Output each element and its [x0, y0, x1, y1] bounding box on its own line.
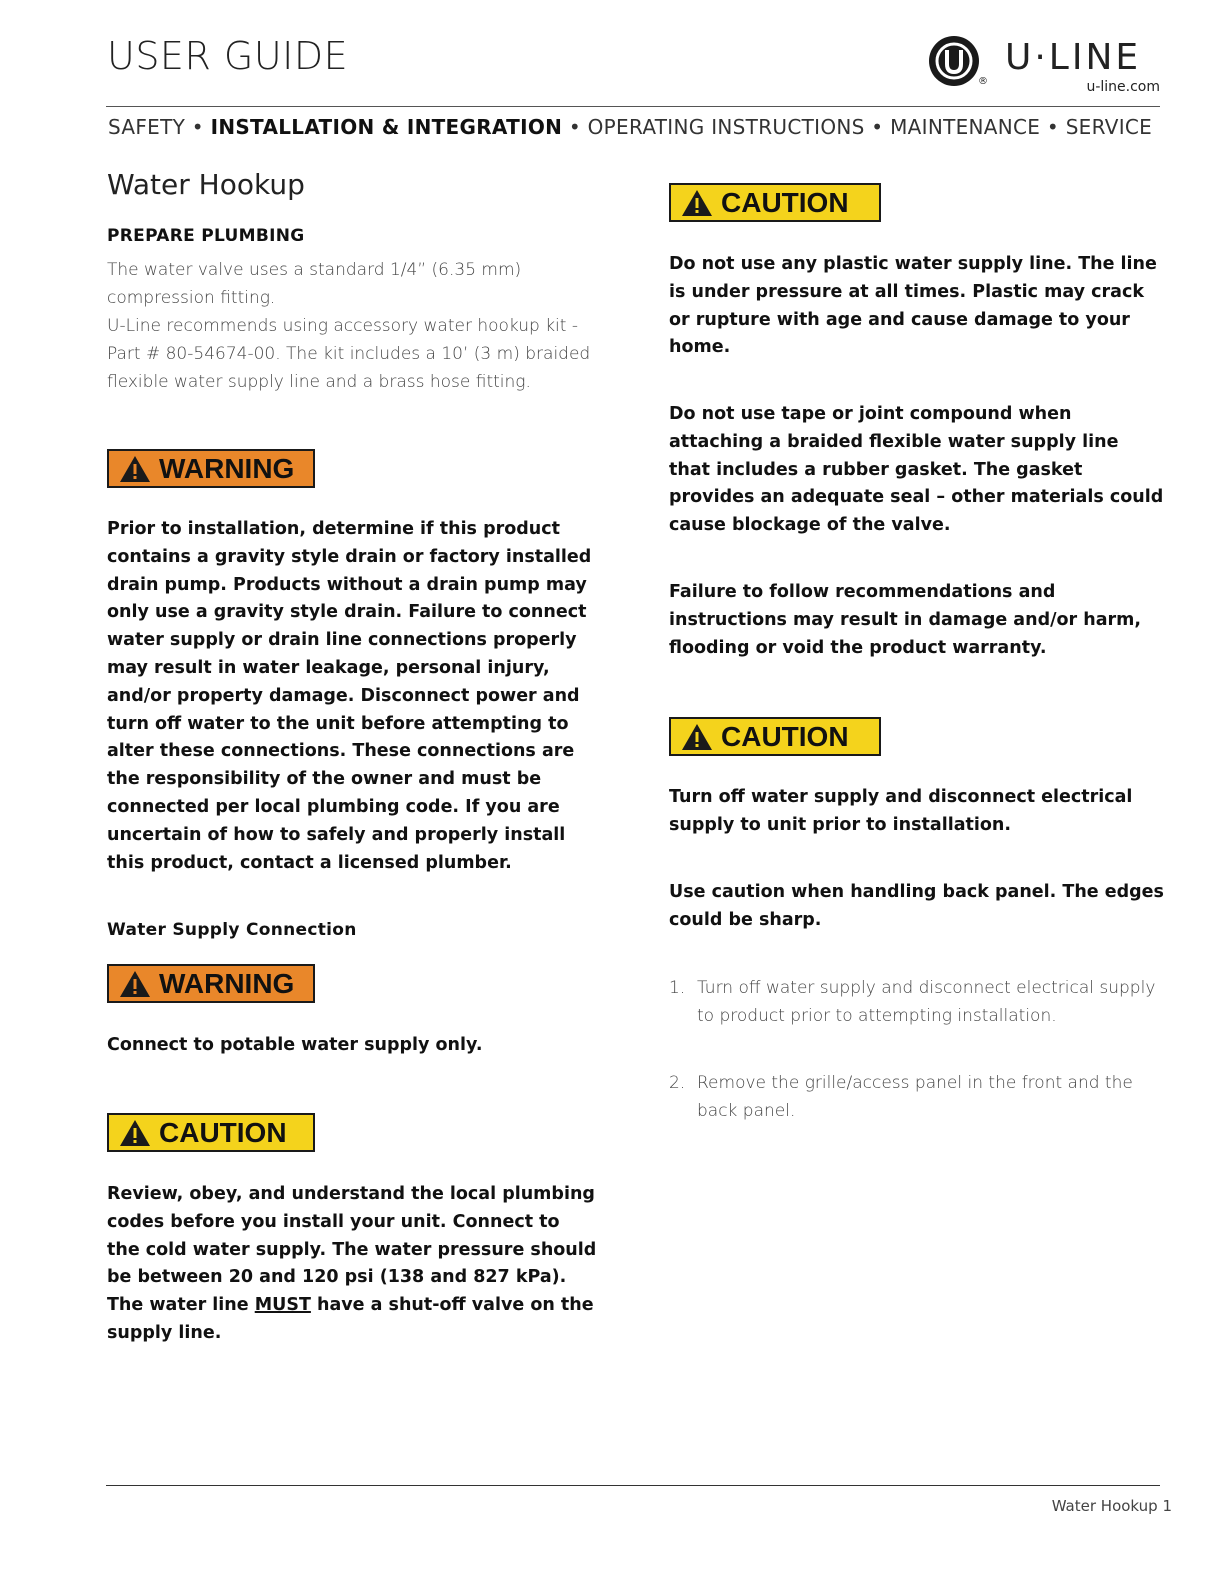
caution-3-para-2: Use caution when handling back panel. The edges could be sharp.	[669, 882, 1164, 930]
footer-divider	[106, 1485, 1160, 1486]
caution-triangle-icon	[681, 189, 713, 217]
step-text: Remove the grille/access panel in the front and the back panel.	[697, 1073, 1133, 1121]
nav-separator: •	[1046, 115, 1060, 139]
brand-url: u-line.com	[1086, 79, 1160, 95]
warning-triangle-icon	[119, 455, 151, 483]
list-item	[669, 974, 1164, 1034]
caution-badge	[107, 1113, 315, 1152]
warning-badge	[107, 449, 315, 488]
section-nav	[108, 115, 1168, 139]
step-number: 1.	[669, 978, 686, 998]
caution-3-para-1: Turn off water supply and disconnect electrical supply to unit prior to installation.	[669, 787, 1133, 835]
brand-wordmark: U·LINE	[1005, 37, 1142, 78]
nav-separator: •	[568, 115, 581, 139]
nav-item-operating[interactable]: OPERATING INSTRUCTIONS	[587, 115, 865, 139]
caution-badge	[669, 183, 881, 222]
caution-triangle-icon	[119, 1119, 151, 1147]
page-title: Water Hookup	[107, 168, 305, 201]
warning-triangle-icon	[119, 970, 151, 998]
warning-1-text: Prior to installation, determine if this product contains a gravity style drain or factory installed drain pump. Products without a drain pump may only use a gravity style drain. Failure to connect water supply or drain line connections properly may result in water leakage, personal injury, and/or property damage. Disconnect power and turn off water to the unit before attempting to alter these connections. These connections are the responsibility of the owner and must be connected per local plumbing code. If you are uncertain of how to safely and properly install this product, contact a licensed plumber.	[107, 519, 592, 873]
warning-label: WARNING	[159, 967, 295, 999]
caution-label: CAUTION	[721, 720, 849, 752]
water-supply-heading: Water Supply Connection	[107, 920, 357, 940]
prepare-plumbing-text-2: U-Line recommends using accessory water hookup kit - Part # 80-54674-00. The kit includes a 10’ (3 m) braided flexible water supply line and a brass hose fitting.	[107, 316, 591, 392]
nav-item-safety[interactable]: SAFETY	[108, 115, 186, 139]
nav-item-installation[interactable]: INSTALLATION & INTEGRATION	[210, 115, 563, 139]
list-item	[669, 1069, 1164, 1129]
nav-item-service[interactable]: SERVICE	[1065, 115, 1153, 139]
brand-logo	[928, 35, 1164, 95]
caution-badge	[669, 717, 881, 756]
warning-label: WARNING	[159, 452, 295, 484]
must-emphasis: MUST	[254, 1295, 311, 1316]
warning-badge	[107, 964, 315, 1003]
nav-separator: •	[191, 115, 204, 139]
prepare-plumbing-text-1: The water valve uses a standard 1/4” (6.35 mm) compression fitting.	[107, 260, 522, 308]
registered-mark: ®	[978, 76, 988, 87]
step-text: Turn off water supply and disconnect electrical supply to product prior to attempting installation.	[697, 978, 1156, 1026]
caution-label: CAUTION	[159, 1116, 287, 1148]
warning-2-text: Connect to potable water supply only.	[107, 1035, 483, 1055]
uline-logo-icon	[928, 35, 980, 87]
caution-label: CAUTION	[721, 186, 849, 218]
caution-triangle-icon	[681, 723, 713, 751]
page-header-title: USER GUIDE	[107, 34, 349, 78]
caution-2-para-2: Do not use tape or joint compound when attaching a braided flexible water supply line that includes a rubber gasket. The gasket provides an adequate seal – other materials could cause blockage of the valve.	[669, 404, 1164, 536]
nav-item-maintenance[interactable]: MAINTENANCE	[890, 115, 1041, 139]
header-divider	[106, 106, 1160, 107]
caution-1-text: Review, obey, and understand the local plumbing codes before you install your unit. Connect to the cold water supply. The water pressure should be between 20 and 120 psi (138 and 827 kPa). The water line MUST have a shut-off valve on the supply line.	[107, 1184, 597, 1343]
page-footer: Water Hookup 1	[1051, 1497, 1172, 1515]
prepare-plumbing-heading: PREPARE PLUMBING	[107, 226, 305, 246]
caution-2-para-1: Do not use any plastic water supply line. The line is under pressure at all times. Plastic may crack or rupture with age and cause damage to your home.	[669, 254, 1157, 358]
nav-separator: •	[871, 115, 884, 139]
caution-2-para-3: Failure to follow recommendations and instructions may result in damage and/or harm, flooding or void the product warranty.	[669, 582, 1142, 658]
step-number: 2.	[669, 1073, 686, 1093]
